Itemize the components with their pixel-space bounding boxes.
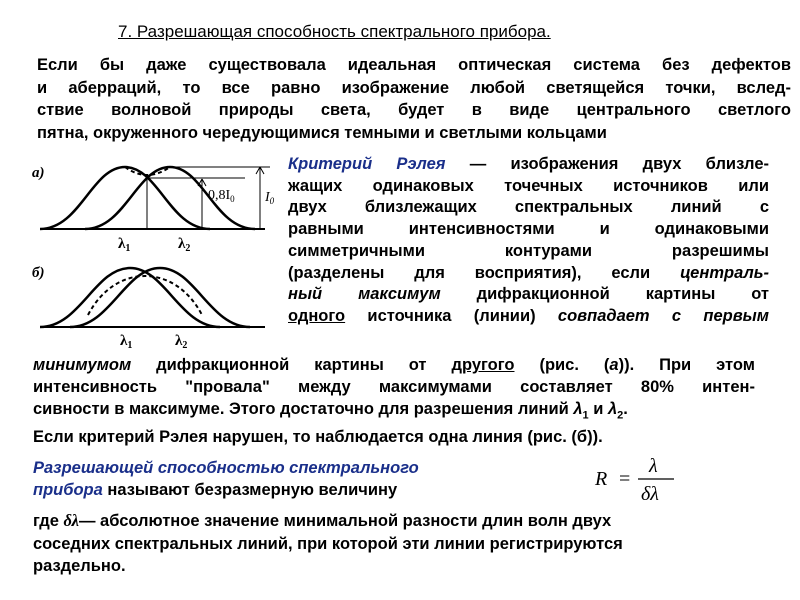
criterion-line-1: Критерий Рэлея — изображения двух близле- <box>288 155 769 173</box>
criterion-paragraph <box>288 154 769 328</box>
formula-lhs: R <box>595 468 608 490</box>
intro-line-1: Если бы даже существовала идеальная оптическая система без дефектов <box>37 56 791 74</box>
lambda1-b: $\lambda_1$ <box>120 333 133 350</box>
intro-line-3: ствие волновой природы света, будет в виде центрального светлого <box>37 101 791 119</box>
formula-eq: = <box>619 468 631 490</box>
resolving-line-2: прибора называют безразмерную величину <box>33 481 398 499</box>
intro-paragraph <box>37 54 791 144</box>
curve-a1 <box>40 167 210 229</box>
formula-denominator: δλ <box>641 483 659 505</box>
footer-paragraph <box>33 510 743 578</box>
figure-label-b: б) <box>32 265 45 281</box>
level-label: $0,8I_0$ <box>208 188 235 204</box>
formula-numerator: λ <box>649 455 658 477</box>
resolving-definition <box>33 457 495 501</box>
curve-b2 <box>70 268 250 327</box>
lambda1-a: $\lambda_1$ <box>118 236 131 254</box>
footer-line-2: соседних спектральных линий, при которой эти линии регистрируются <box>33 534 623 553</box>
page-title: 7. Разрешающая способность спектрального прибора. <box>118 22 551 41</box>
criterion-line-8: одного источника (линии) совпадает с первым <box>288 306 769 325</box>
lambda2-a: $\lambda_2$ <box>178 236 191 254</box>
criterion-line-3: двух близлежащих спектральных линий с <box>288 198 769 217</box>
resolving-power-formula <box>590 452 700 507</box>
criterion-line-12: Если критерий Рэлея нарушен, то наблюдается одна линия (рис. (б)). <box>33 428 603 447</box>
intro-line-2: и аберраций, то все равно изображение любой светящейся точки, вслед- <box>37 78 791 97</box>
footer-line-3: раздельно. <box>33 557 126 575</box>
criterion-line-7: ный максимум дифракционной картины от <box>288 285 770 304</box>
criterion-line-9: минимумом дифракционной картины от другого (рис. (а)). При этом <box>33 356 755 374</box>
criterion-continuation <box>33 354 755 448</box>
criterion-line-4: равными интенсивностями и одинаковыми <box>288 220 769 239</box>
criterion-line-11: сивности в максимуме. Этого достаточно для разрешения линий $\lambda_1$ и $\lambda_2$. <box>33 400 628 422</box>
criterion-line-5: симметричными контурами разрешимы <box>288 241 769 260</box>
criterion-line-2: жащих одинаковых точечных источников или <box>288 176 769 195</box>
criterion-line-10: интенсивность "провала" между максимумами составляет 80% интен- <box>33 378 755 396</box>
criterion-line-6: (разделены для восприятия), если централь- <box>288 263 769 282</box>
footer-line-1: где δλ— абсолютное значение минимальной разности длин волн двух <box>33 511 612 530</box>
rayleigh-criterion-term: Критерий Рэлея <box>288 155 446 173</box>
figure-label-a: а) <box>32 165 45 181</box>
intro-line-4: пятна, окруженного чередующимися темными и светлыми кольцами <box>37 123 607 142</box>
resolving-line-1: Разрешающей способностью спектрального <box>33 459 419 477</box>
curve-b1 <box>40 268 220 327</box>
lambda2-b: $\lambda_2$ <box>175 333 188 350</box>
peak-label: $I_0$ <box>265 190 275 206</box>
rayleigh-figure <box>30 155 285 350</box>
